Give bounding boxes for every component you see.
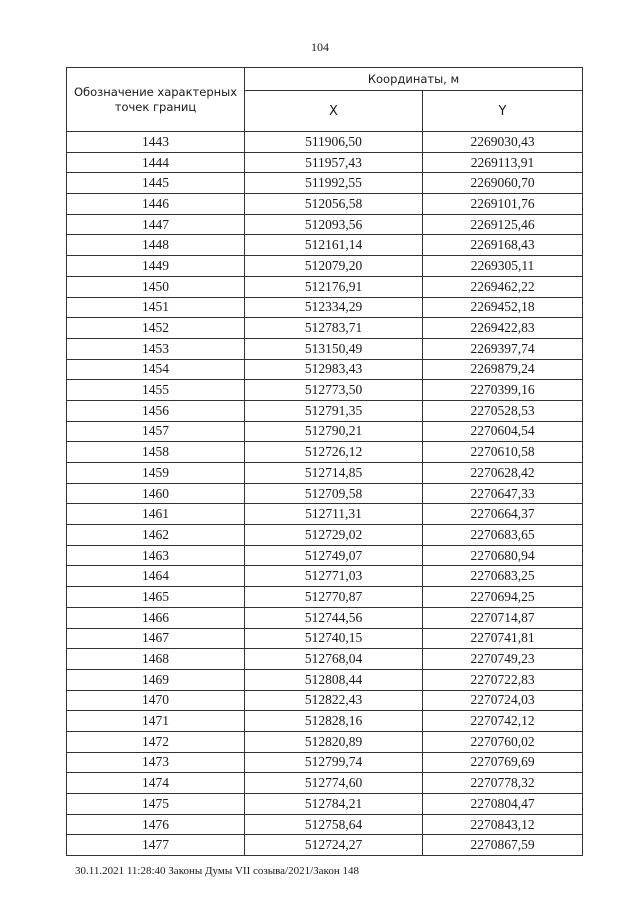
cell-x: 511992,55 [245,173,423,194]
cell-y: 2269101,76 [423,194,583,215]
header-y: Y [423,91,583,132]
cell-y: 2270714,87 [423,607,583,628]
cell-x: 512758,64 [245,814,423,835]
cell-x: 512740,15 [245,628,423,649]
cell-x: 512056,58 [245,194,423,215]
cell-point: 1461 [67,504,245,525]
cell-x: 512820,89 [245,731,423,752]
cell-point: 1449 [67,256,245,277]
cell-x: 512773,50 [245,380,423,401]
table-row [67,442,583,463]
cell-y: 2269168,43 [423,235,583,256]
table-row [67,628,583,649]
table-row [67,256,583,277]
table-row [67,773,583,794]
cell-x: 512093,56 [245,214,423,235]
cell-x: 512822,43 [245,690,423,711]
cell-x: 512790,21 [245,421,423,442]
table-row [67,566,583,587]
table-row [67,669,583,690]
cell-x: 512791,35 [245,400,423,421]
cell-x: 512784,21 [245,794,423,815]
cell-point: 1445 [67,173,245,194]
cell-point: 1474 [67,773,245,794]
cell-x: 512709,58 [245,483,423,504]
cell-y: 2270664,37 [423,504,583,525]
table-row [67,587,583,608]
table-row [67,463,583,484]
cell-point: 1444 [67,152,245,173]
table-row [67,380,583,401]
cell-y: 2270778,32 [423,773,583,794]
cell-point: 1473 [67,752,245,773]
table-row [67,711,583,732]
cell-point: 1466 [67,607,245,628]
table-row [67,400,583,421]
cell-x: 511957,43 [245,152,423,173]
cell-y: 2270604,54 [423,421,583,442]
cell-y: 2270680,94 [423,545,583,566]
cell-x: 512768,04 [245,649,423,670]
table-row [67,525,583,546]
table-row [67,607,583,628]
header-coordinates: Координаты, м [245,68,583,91]
cell-point: 1471 [67,711,245,732]
cell-point: 1469 [67,669,245,690]
cell-x: 512726,12 [245,442,423,463]
cell-x: 512714,85 [245,463,423,484]
cell-point: 1453 [67,338,245,359]
cell-point: 1455 [67,380,245,401]
cell-point: 1463 [67,545,245,566]
cell-y: 2270683,25 [423,566,583,587]
cell-x: 512770,87 [245,587,423,608]
cell-y: 2270760,02 [423,731,583,752]
cell-x: 512079,20 [245,256,423,277]
cell-point: 1475 [67,794,245,815]
cell-point: 1462 [67,525,245,546]
cell-x: 512983,43 [245,359,423,380]
cell-x: 512771,03 [245,566,423,587]
table-row [67,235,583,256]
coordinates-table [66,67,583,856]
table-row [67,731,583,752]
cell-y: 2270769,69 [423,752,583,773]
cell-y: 2269113,91 [423,152,583,173]
cell-point: 1468 [67,649,245,670]
table-row [67,421,583,442]
table-row [67,814,583,835]
cell-point: 1467 [67,628,245,649]
table-row [67,214,583,235]
footer-text: 30.11.2021 11:28:40 Законы Думы VII созыва/2021/Закон 148 [75,865,359,877]
table-row [67,545,583,566]
cell-x: 513150,49 [245,338,423,359]
cell-x: 512334,29 [245,297,423,318]
table-row [67,752,583,773]
table-row [67,173,583,194]
table-row [67,276,583,297]
cell-point: 1460 [67,483,245,504]
table-row [67,338,583,359]
cell-point: 1465 [67,587,245,608]
cell-point: 1470 [67,690,245,711]
cell-point: 1452 [67,318,245,339]
cell-x: 512774,60 [245,773,423,794]
cell-y: 2270399,16 [423,380,583,401]
cell-point: 1443 [67,132,245,153]
cell-y: 2270610,58 [423,442,583,463]
cell-x: 512808,44 [245,669,423,690]
table-row [67,649,583,670]
cell-x: 512783,71 [245,318,423,339]
cell-point: 1458 [67,442,245,463]
cell-point: 1456 [67,400,245,421]
table-row [67,690,583,711]
cell-y: 2270742,12 [423,711,583,732]
table-row [67,132,583,153]
cell-x: 512711,31 [245,504,423,525]
cell-point: 1451 [67,297,245,318]
cell-y: 2270647,33 [423,483,583,504]
cell-y: 2269125,46 [423,214,583,235]
cell-y: 2269879,24 [423,359,583,380]
cell-point: 1446 [67,194,245,215]
table-row [67,194,583,215]
cell-y: 2269422,83 [423,318,583,339]
cell-y: 2269060,70 [423,173,583,194]
table-row [67,318,583,339]
cell-x: 512161,14 [245,235,423,256]
cell-point: 1472 [67,731,245,752]
cell-y: 2270628,42 [423,463,583,484]
cell-point: 1450 [67,276,245,297]
table-row [67,483,583,504]
cell-y: 2270722,83 [423,669,583,690]
cell-x: 512828,16 [245,711,423,732]
table-body [67,132,583,856]
table-row [67,359,583,380]
header-x: X [245,91,423,132]
cell-point: 1447 [67,214,245,235]
cell-y: 2270724,03 [423,690,583,711]
cell-x: 512744,56 [245,607,423,628]
cell-x: 512176,91 [245,276,423,297]
cell-point: 1454 [67,359,245,380]
cell-y: 2270683,65 [423,525,583,546]
page-number: 104 [311,40,329,54]
cell-point: 1457 [67,421,245,442]
table-row [67,835,583,856]
cell-x: 512749,07 [245,545,423,566]
cell-point: 1464 [67,566,245,587]
cell-y: 2269397,74 [423,338,583,359]
cell-point: 1477 [67,835,245,856]
header-designation: Обозначение характерных точек границ [67,68,245,132]
table-row [67,297,583,318]
table-row [67,152,583,173]
cell-point: 1459 [67,463,245,484]
cell-y: 2270867,59 [423,835,583,856]
cell-x: 511906,50 [245,132,423,153]
cell-y: 2270804,47 [423,794,583,815]
cell-y: 2270843,12 [423,814,583,835]
cell-y: 2269452,18 [423,297,583,318]
cell-y: 2270741,81 [423,628,583,649]
cell-x: 512729,02 [245,525,423,546]
cell-y: 2269305,11 [423,256,583,277]
cell-y: 2270694,25 [423,587,583,608]
cell-x: 512799,74 [245,752,423,773]
cell-x: 512724,27 [245,835,423,856]
table-row [67,504,583,525]
cell-y: 2270528,53 [423,400,583,421]
cell-y: 2269030,43 [423,132,583,153]
cell-point: 1476 [67,814,245,835]
cell-y: 2269462,22 [423,276,583,297]
cell-y: 2270749,23 [423,649,583,670]
table-row [67,794,583,815]
cell-point: 1448 [67,235,245,256]
